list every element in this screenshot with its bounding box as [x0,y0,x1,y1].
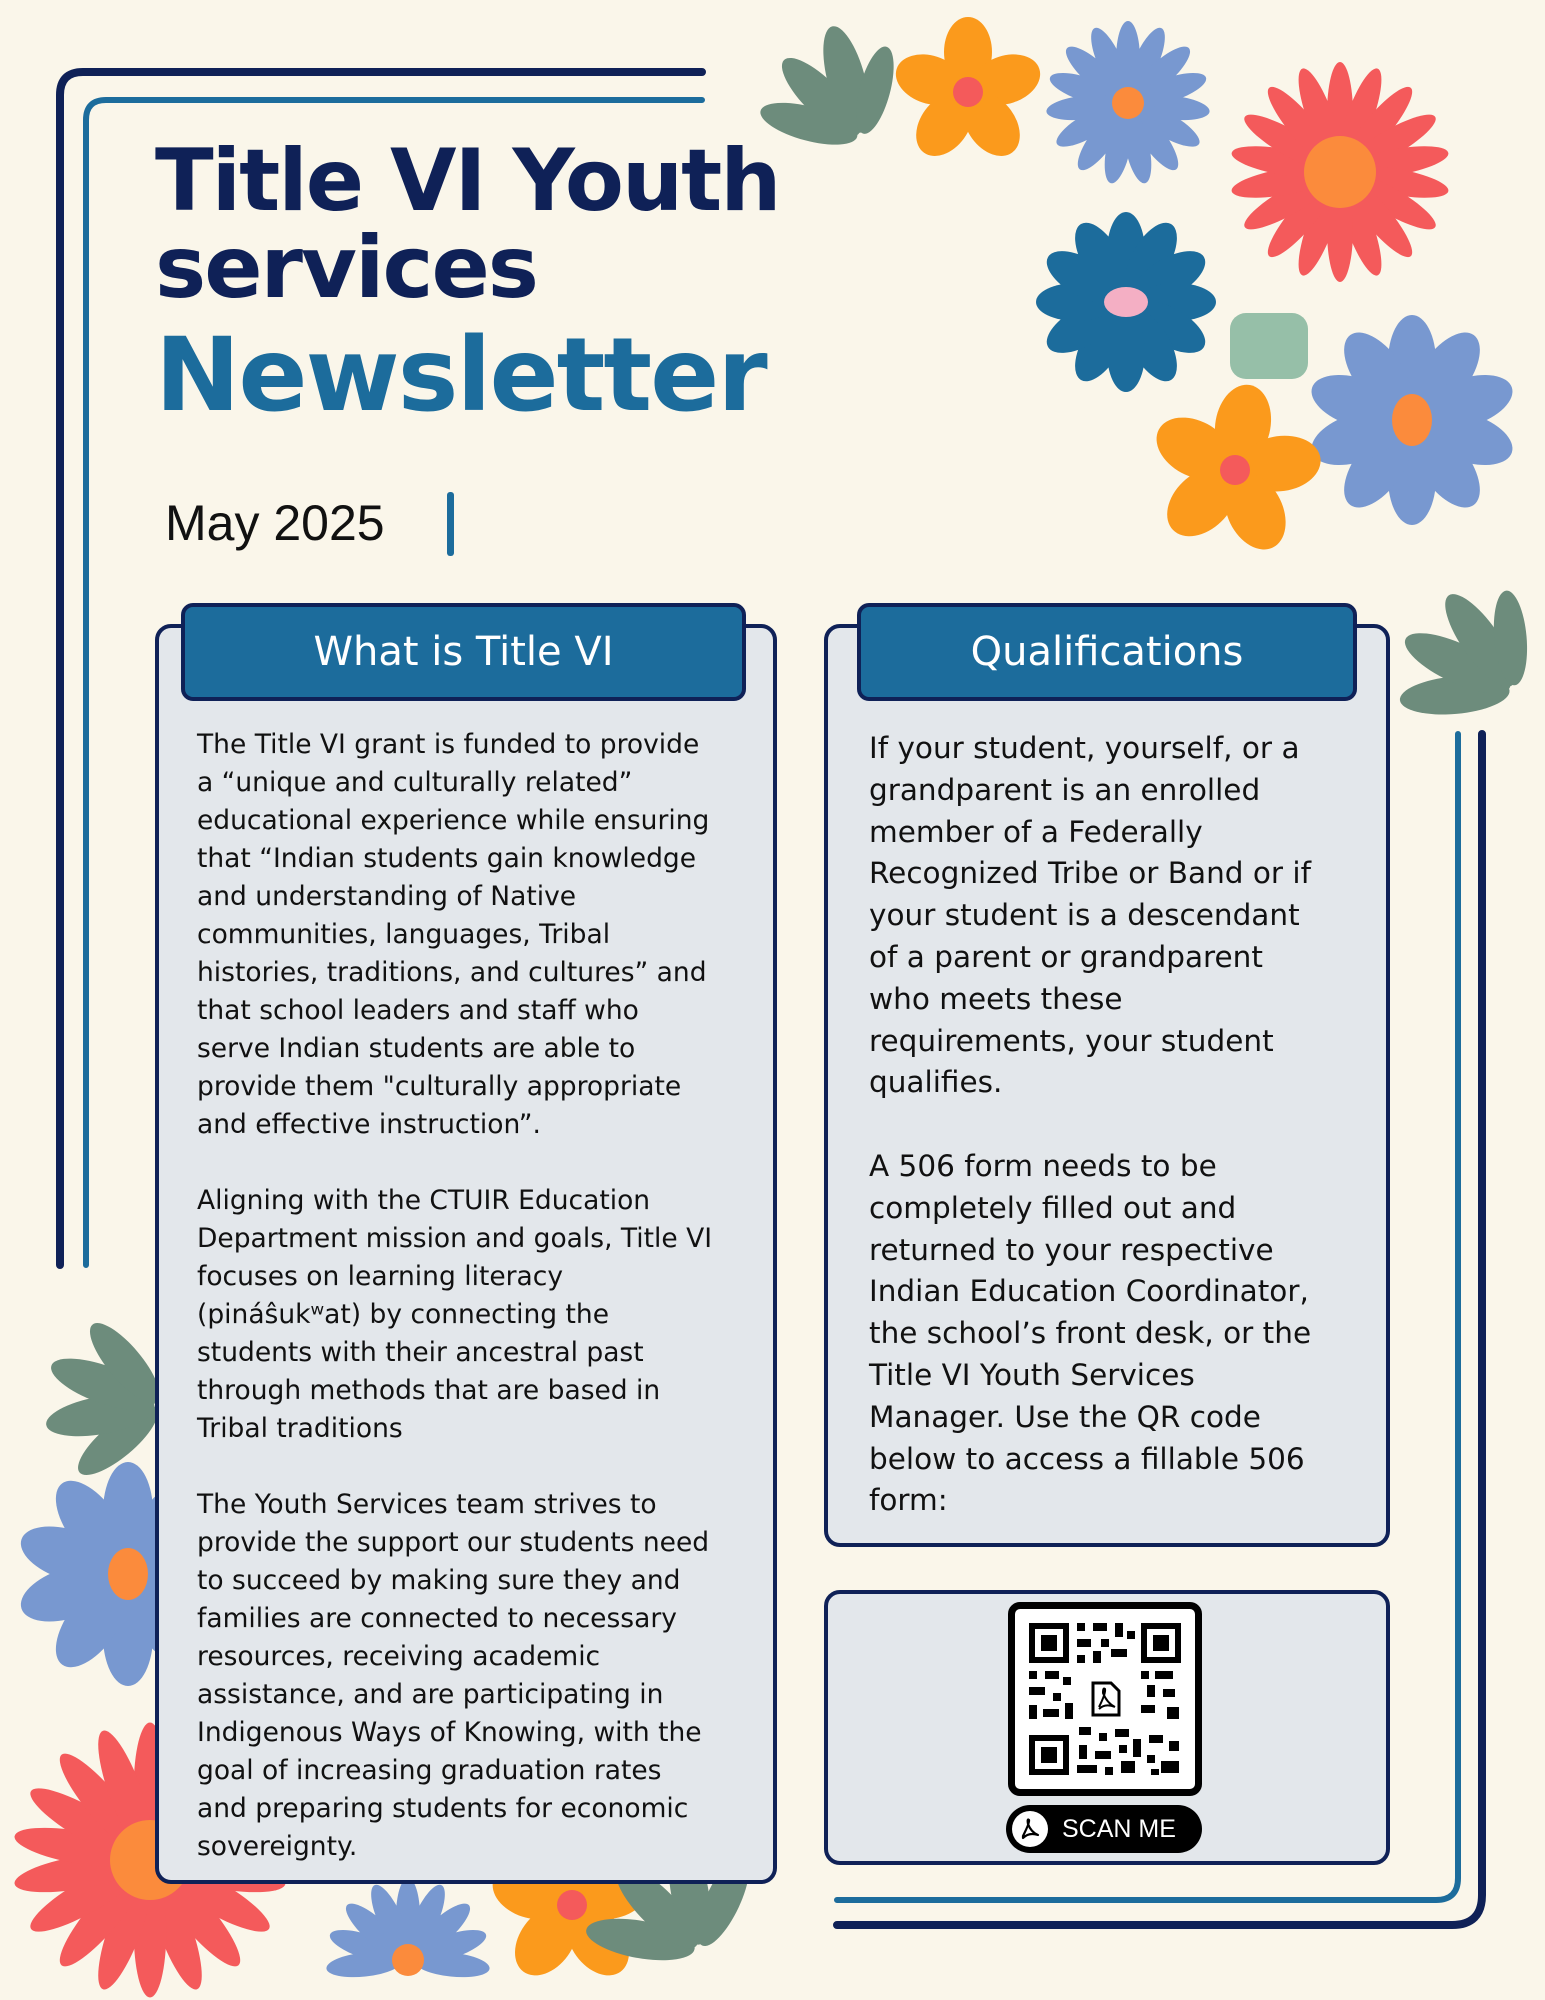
qualifications-heading: Qualifications [857,603,1357,701]
title-newsletter: Newsletter [155,316,766,435]
paragraph: A 506 form needs to be completely filled out and returned to your respective Indian Education Coordinator, the school’s front desk, or the Title VI Youth Services Manager. Use the QR code below to access a fillable 506 form: [869,1148,1312,1518]
flower-periwinkle-top [1045,21,1211,186]
qr-code-pattern [1015,1609,1195,1789]
issue-date: May 2025 [165,495,385,551]
paragraph: The Title VI grant is funded to provide a “unique and culturally related” educational experience while ensuring that “Indian students gain knowledge and understanding of Native communities, languages, Tribal histories, traditions, and cultures” and that school leaders and staff who serve Indian students are able to provide them "culturally appropriate and effective instruction”. [197,729,710,1140]
flower-blue-mid [1036,212,1216,392]
paragraph: If your student, yourself, or a grandparent is an enrolled member of a Federally Recognized Tribe or Band or if your student is a descendant of a parent or grandparent who meets these requirements, your student qualifies. [869,731,1312,1100]
flower-sage-leaf-right [1397,585,1530,719]
title-line-1: Title VI Youth [155,131,780,231]
sage-square [1230,313,1308,379]
what-is-title-vi-heading: What is Title VI [181,603,746,701]
flower-red-large [1229,62,1450,282]
paragraph: The Youth Services team strives to provide the support our students need to succeed by making sure they and families are connected to necessary resources, receiving academic assistance, and are participating in Indigenous Ways of Knowing, with the goal of increasing graduation rates and preparing students for economic sovereignty. [197,1489,710,1862]
scan-me-button[interactable] [1006,1805,1202,1853]
flower-orange-top [889,17,1046,167]
paragraph: Aligning with the CTUIR Education Department mission and goals, Title VI focuses on learning literacy (pináŝukʷat) by connecting the students with their ancestral past through methods that are based in Tribal traditions [197,1185,713,1444]
qualifications-body [869,728,1359,1522]
flower-periwinkle-right [1305,315,1520,525]
scan-me-label: SCAN ME [1062,1814,1176,1843]
pdf-icon [1012,1811,1048,1847]
qr-code[interactable] [1008,1602,1202,1796]
flower-orange-right [1146,380,1324,559]
what-is-title-vi-body [197,726,737,1866]
flower-sage-leaf-left [43,1314,170,1486]
title-line-2: services [155,218,537,318]
date-divider [447,492,454,556]
flower-periwinkle-bottom [325,1878,491,1981]
